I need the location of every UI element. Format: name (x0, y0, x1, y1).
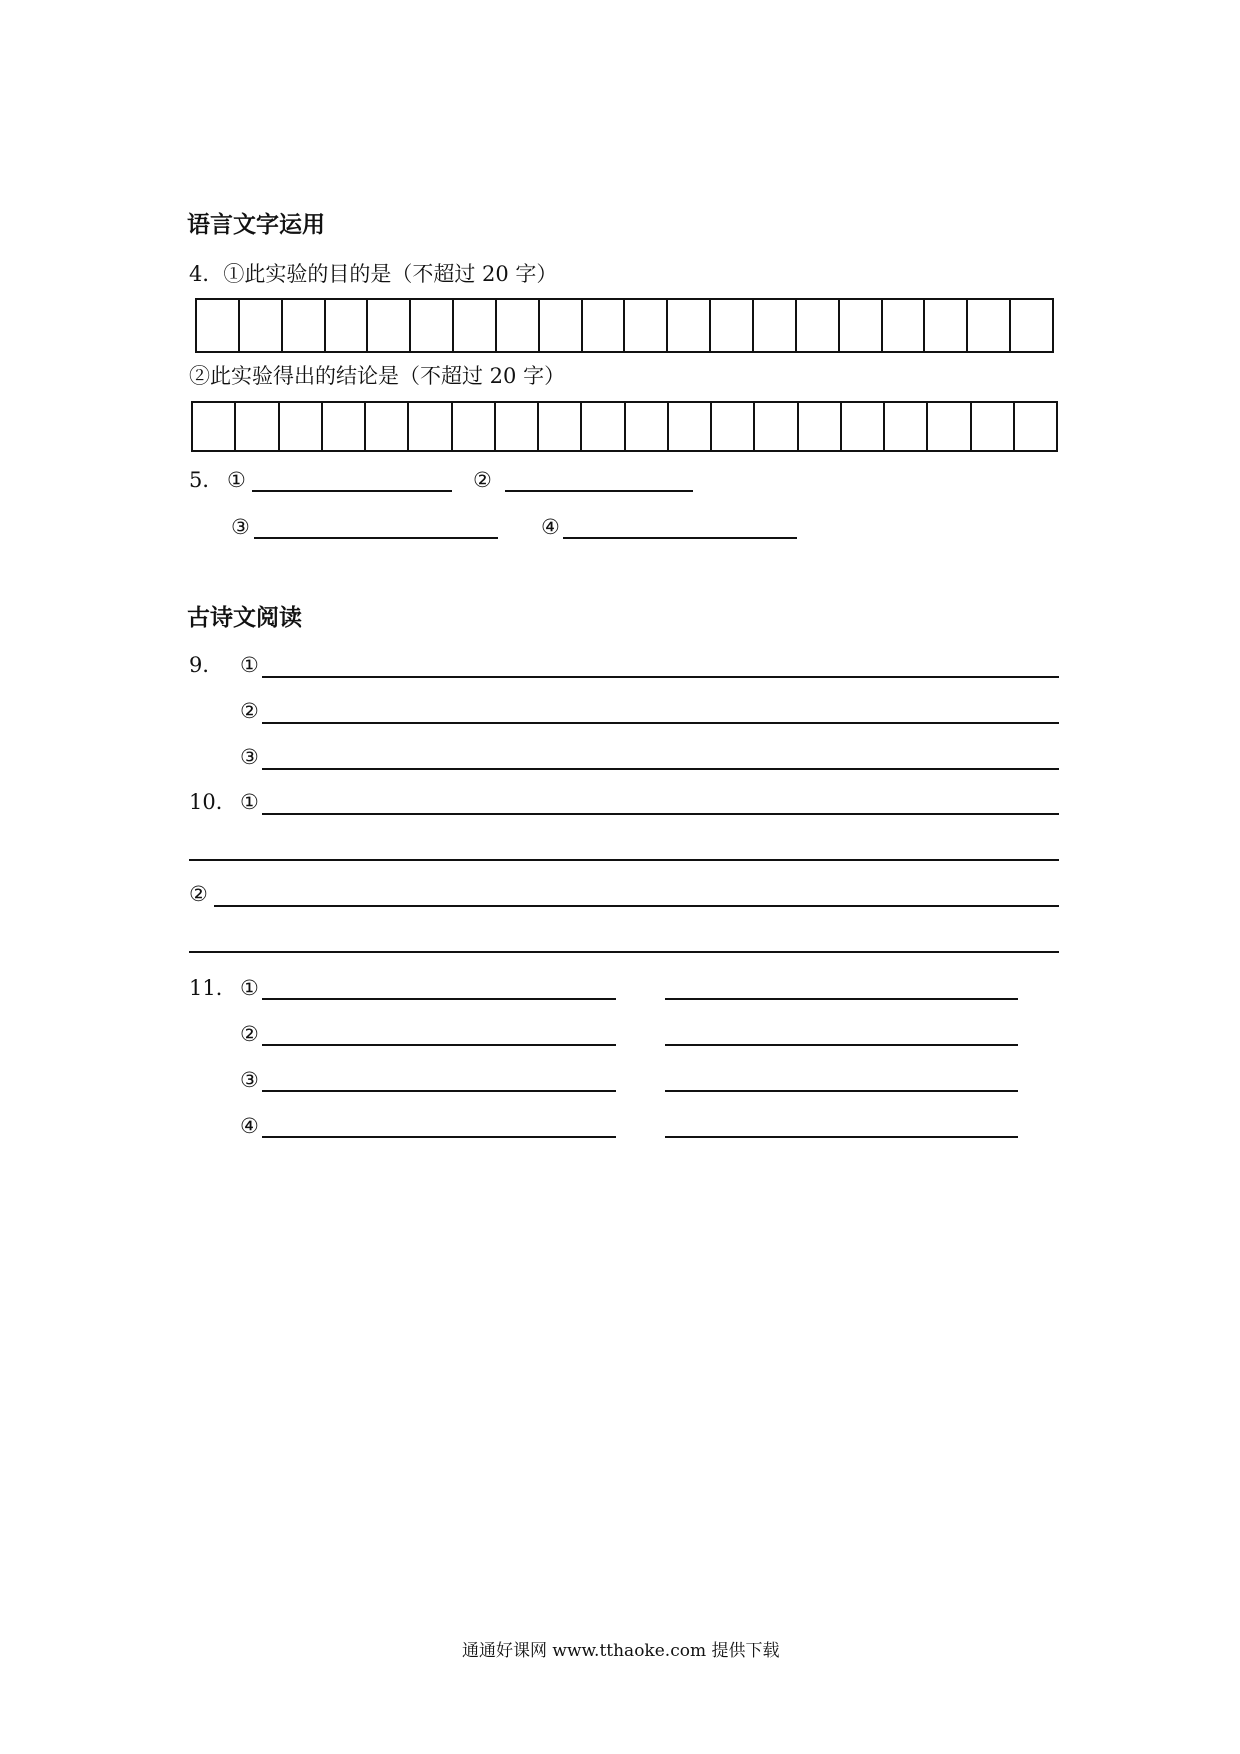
q11-answer-line-4a[interactable] (262, 1136, 616, 1138)
q5-marker-2: ② (473, 468, 492, 492)
q11-marker-4: ④ (240, 1114, 259, 1138)
q5-marker-1: ① (227, 468, 246, 492)
q5-answer-line-1[interactable] (252, 490, 452, 492)
q11-answer-line-4b[interactable] (665, 1136, 1018, 1138)
q10-answer-line-1[interactable] (262, 813, 1059, 815)
q9-number: 9． (189, 653, 224, 677)
q11-marker-1: ① (240, 976, 259, 1000)
q9-marker-1: ① (240, 653, 259, 677)
q10-marker-2: ② (189, 882, 208, 906)
q9-marker-3: ③ (240, 745, 259, 769)
q10-answer-line-4[interactable] (189, 951, 1059, 953)
q5-answer-line-3[interactable] (254, 537, 498, 539)
q11-answer-line-3a[interactable] (262, 1090, 616, 1092)
q5-marker-3: ③ (231, 515, 250, 539)
q11-answer-line-1a[interactable] (262, 998, 616, 1000)
q10-answer-line-2[interactable] (189, 859, 1059, 861)
q4-2-answer-grid[interactable] (191, 401, 1058, 452)
q11-answer-line-3b[interactable] (665, 1090, 1018, 1092)
q5-number: 5． (189, 468, 224, 492)
q11-answer-line-2a[interactable] (262, 1044, 616, 1046)
q10-number: 10． (189, 790, 237, 814)
section-title-poetry: 古诗文阅读 (187, 605, 302, 631)
q9-answer-line-1[interactable] (262, 676, 1059, 678)
q10-answer-line-3[interactable] (214, 905, 1059, 907)
q11-marker-3: ③ (240, 1068, 259, 1092)
q9-marker-2: ② (240, 699, 259, 723)
q9-answer-line-2[interactable] (262, 722, 1059, 724)
q11-answer-line-2b[interactable] (665, 1044, 1018, 1046)
q11-marker-2: ② (240, 1022, 259, 1046)
q11-answer-line-1b[interactable] (665, 998, 1018, 1000)
q9-answer-line-3[interactable] (262, 768, 1059, 770)
q4-2-prompt: ②此实验得出的结论是（不超过 20 字） (189, 364, 566, 388)
footer-text: 通通好课网 www.tthaoke.com 提供下载 (462, 1641, 780, 1661)
q10-marker-1: ① (240, 790, 259, 814)
q5-answer-line-2[interactable] (505, 490, 693, 492)
q4-1-prompt: 4．①此实验的目的是（不超过 20 字） (189, 262, 558, 286)
q11-number: 11． (189, 976, 237, 1000)
q5-marker-4: ④ (541, 515, 560, 539)
section-title-language: 语言文字运用 (187, 212, 325, 238)
q5-answer-line-4[interactable] (563, 537, 797, 539)
q4-1-answer-grid[interactable] (195, 298, 1054, 353)
